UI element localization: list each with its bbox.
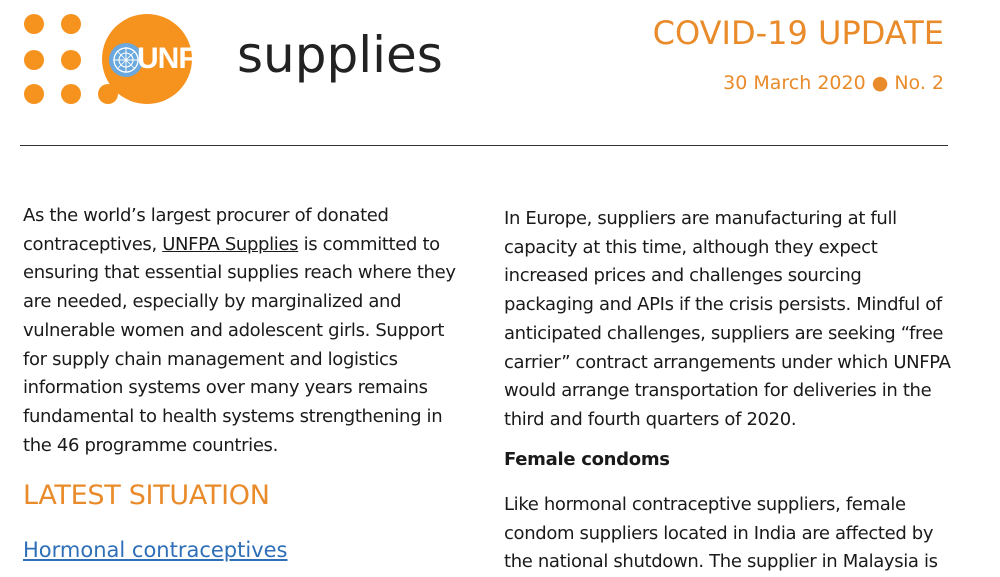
unfpa-supplies-logo <box>22 12 443 107</box>
logo-dot <box>24 50 44 70</box>
logo-dot <box>24 84 44 104</box>
intro-text-end: is committed to ensuring that essential supplies reach where they are needed, especially by marginalized and vulnerable women and adolescent girls. Support for supply chain management and logistics information systems over many years remains fundamental to health systems strengthening in the 46 programme countries. <box>23 233 456 456</box>
right-column <box>504 205 954 435</box>
page-title: COVID-19 UPDATE <box>652 14 944 52</box>
subsection-heading-hormonal[interactable]: Hormonal contraceptives <box>23 538 288 562</box>
section-heading-latest-situation: LATEST SITUATION <box>23 480 270 511</box>
logo-dot <box>61 14 81 34</box>
female-condoms-section <box>504 491 954 577</box>
logo-dot <box>61 50 81 70</box>
intro-paragraph <box>23 202 473 460</box>
europe-paragraph: In Europe, suppliers are manufacturing at full capacity at this time, although they expect increased prices and challenges sourcing packaging and APIs if the crisis persists. Mindful of anticipated challenges, suppliers are seeking “free carrier” contract arrangements under which UNFPA would arrange transportation for deliveries in the third and fourth quarters of 2020. <box>504 208 951 430</box>
female-condoms-paragraph: Like hormonal contraceptive suppliers, female condom suppliers located in India are affected by the national shutdown. The supplier in Malaysia is <box>504 494 938 573</box>
logo-dot <box>24 14 44 34</box>
logo-brand-text: UNFPA <box>137 42 234 75</box>
logo-dot <box>61 84 81 104</box>
header-divider <box>20 145 948 146</box>
issue-date: 30 March 2020 ● No. 2 <box>723 72 944 94</box>
intro-text-start: As the world’s largest procurer of donated contraceptives, <box>23 205 389 255</box>
logo-word-text: supplies <box>237 26 443 84</box>
left-column <box>23 202 473 460</box>
female-condoms-heading: Female condoms <box>504 449 670 470</box>
unfpa-supplies-link[interactable]: UNFPA Supplies <box>162 233 299 255</box>
